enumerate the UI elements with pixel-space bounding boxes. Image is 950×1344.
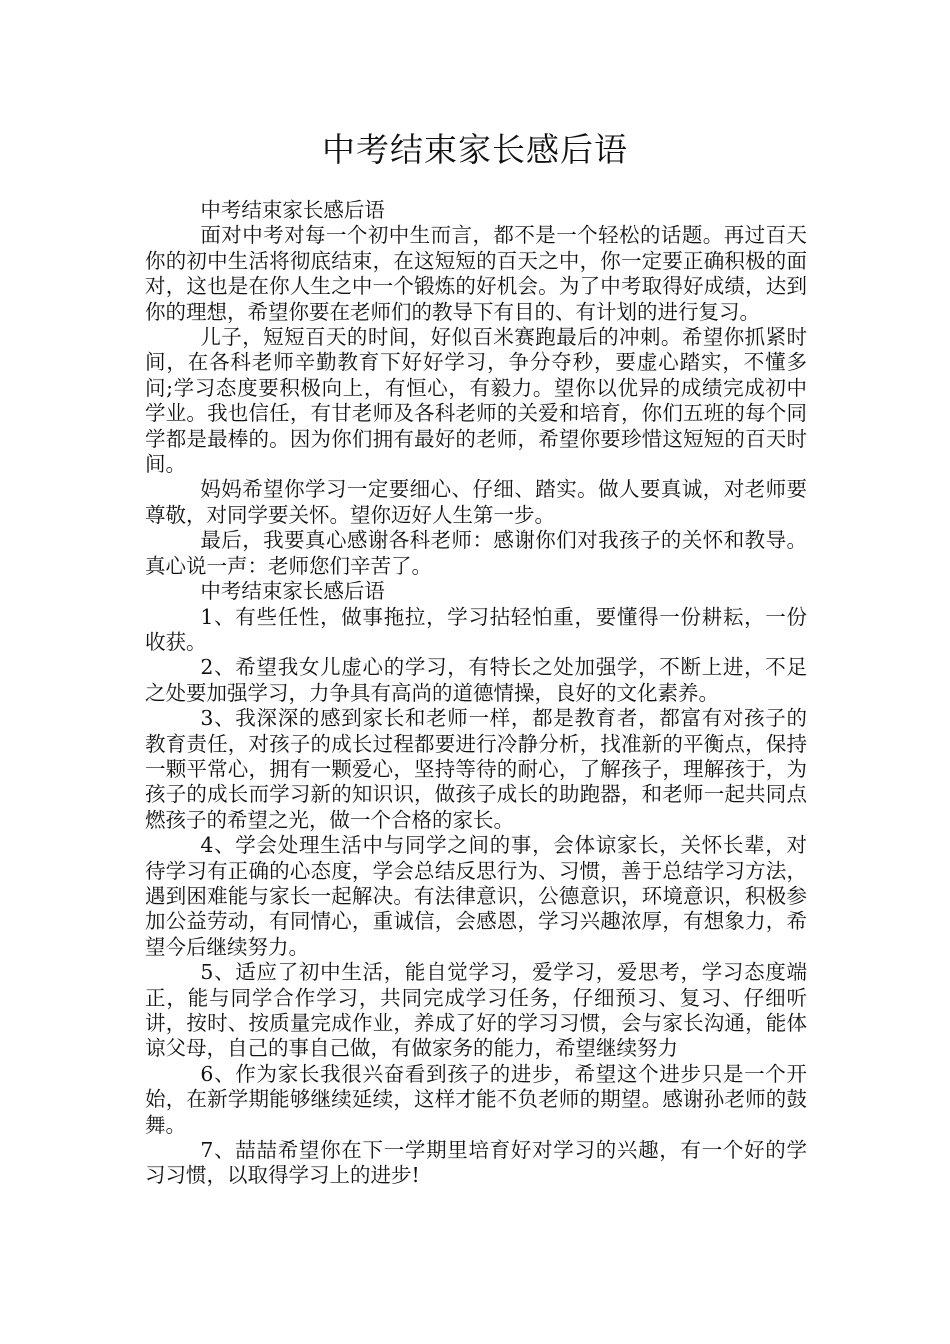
list-item-6: 6、作为家长我很兴奋看到孩子的进步，希望这个进步只是一个开始，在新学期能够继续延续，这样才能不负老师的期望。感谢孙老师的鼓舞。	[145, 1061, 807, 1137]
list-item-2: 2、希望我女儿虚心的学习，有特长之处加强学，不断上进，不足之处要加强学习，力争具有高尚的道德情操，良好的文化素养。	[145, 655, 807, 705]
paragraph-mother: 妈妈希望你学习一定要细心、仔细、踏实。做人要真诚，对老师要尊敬，对同学要关怀。望你迈好人生第一步。	[145, 477, 807, 527]
document-body	[145, 198, 807, 1189]
paragraph-son: 儿子，短短百天的时间，好似百米赛跑最后的冲刺。希望你抓紧时间，在各科老师辛勤教育下好好学习，争分夺秒，要虚心踏实，不懂多问;学习态度要积极向上，有恒心，有毅力。望你以优异的成绩完成初中学业。我也信任，有甘老师及各科老师的关爱和培育，你们五班的每个同学都是最棒的。因为你们拥有最好的老师，希望你要珍惜这短短的百天时间。	[145, 325, 807, 477]
list-item-7: 7、喆喆希望你在下一学期里培育好对学习的兴趣，有一个好的学习习惯，以取得学习上的进步!	[145, 1138, 807, 1188]
list-item-3: 3、我深深的感到家长和老师一样，都是教育者，都富有对孩子的教育责任，对孩子的成长过程都要进行冷静分析，找准新的平衡点，保持一颗平常心，拥有一颗爱心，坚持等待的耐心，了解孩子，理解孩于，为孩子的成长而学习新的知识识，做孩子成长的助跑器，和老师一起共同点燃孩子的希望之光，做一个合格的家长。	[145, 706, 807, 832]
document-title: 中考结束家长感后语	[322, 130, 628, 169]
list-item-4: 4、学会处理生活中与同学之间的事，会体谅家长，关怀长辈，对待学习有正确的心态度，学会总结反思行为、习惯，善于总结学习方法，遇到困难能与家长一起解决。有法律意识，公德意识，环境意识，积极参加公益劳动，有同情心，重诚信，会感恩，学习兴趣浓厚，有想象力，希望今后继续努力。	[145, 833, 807, 959]
paragraph-intro: 面对中考对每一个初中生而言，都不是一个轻松的话题。再过百天你的初中生活将彻底结束，在这短短的百天之中，你一定要正确积极的面对，这也是在你人生之中一个锻炼的好机会。为了中考取得好成绩，达到你的理想，希望你要在老师们的教导下有目的、有计划的进行复习。	[145, 223, 807, 324]
list-item-5: 5、适应了初中生活，能自觉学习，爱学习，爱思考，学习态度端正，能与同学合作学习，共同完成学习任务，仔细预习、复习、仔细听讲，按时、按质量完成作业，养成了好的学习习惯，会与家长沟通，能体谅父母，自己的事自己做，有做家务的能力，希望继续努力	[145, 960, 807, 1061]
section-heading-1: 中考结束家长感后语	[200, 198, 385, 222]
list-item-1: 1、有些任性，做事拖拉，学习拈轻怕重，要懂得一份耕耘，一份收获。	[145, 604, 807, 654]
section-heading-2: 中考结束家长感后语	[200, 579, 385, 604]
paragraph-thanks: 最后，我要真心感谢各科老师：感谢你们对我孩子的关怀和教导。真心说一声：老师您们辛苦了。	[145, 528, 807, 578]
